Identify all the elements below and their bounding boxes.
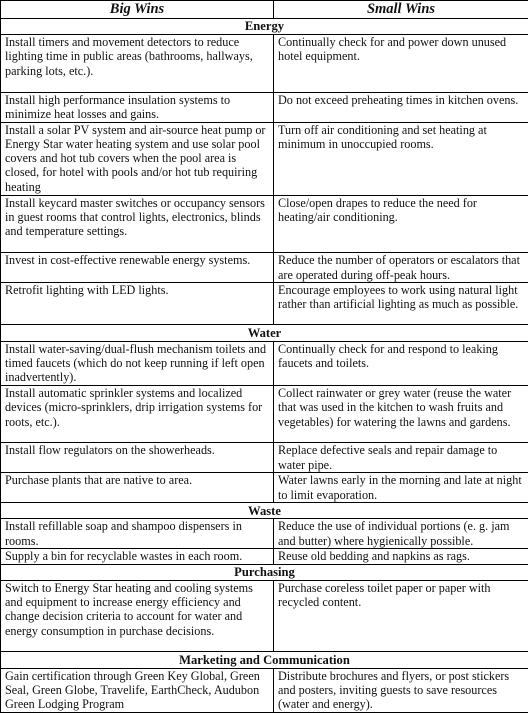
table-row bbox=[1, 519, 528, 549]
table-row bbox=[1, 122, 528, 195]
section-row bbox=[1, 652, 528, 668]
table-row bbox=[1, 668, 528, 712]
small-win-cell: Reduce the number of operators or escalators that are operated during off-peak hours. bbox=[274, 253, 528, 283]
section-row bbox=[1, 564, 528, 580]
section-title: Marketing and Communication bbox=[1, 652, 528, 668]
big-win-cell: Install refillable soap and shampoo dispensers in rooms. bbox=[1, 519, 274, 549]
section-row bbox=[1, 325, 528, 341]
small-win-cell: Encourage employees to work using natural light rather than artificial lighting as much as possible. bbox=[274, 283, 528, 325]
small-win-cell: Replace defective seals and repair damage to water pipe. bbox=[274, 443, 528, 473]
big-win-cell: Purchase plants that are native to area. bbox=[1, 473, 274, 503]
big-win-cell: Install automatic sprinkler systems and localized devices (micro-sprinklers, drip irrigation systems for roots, etc.). bbox=[1, 385, 274, 443]
small-win-cell: Reuse old bedding and napkins as rags. bbox=[274, 549, 528, 564]
table-row bbox=[1, 253, 528, 283]
big-win-cell: Install high performance insulation systems to minimize heat losses and gains. bbox=[1, 92, 274, 122]
big-win-cell: Install flow regulators on the showerheads. bbox=[1, 443, 274, 473]
table-row bbox=[1, 341, 528, 385]
section-row bbox=[1, 503, 528, 519]
big-win-cell: Invest in cost-effective renewable energy systems. bbox=[1, 253, 274, 283]
big-win-cell: Supply a bin for recyclable wastes in each room. bbox=[1, 549, 274, 564]
table-row bbox=[1, 283, 528, 325]
small-win-cell: Distribute brochures and flyers, or post stickers and posters, inviting guests to save resources (water and energy). bbox=[274, 668, 528, 712]
section-row bbox=[1, 19, 528, 35]
section-title: Energy bbox=[1, 19, 528, 35]
small-win-cell: Continually check for and power down unused hotel equipment. bbox=[274, 35, 528, 93]
big-win-cell: Retrofit lighting with LED lights. bbox=[1, 283, 274, 325]
small-win-cell: Close/open drapes to reduce the need for heating/air conditioning. bbox=[274, 195, 528, 253]
header-big-wins: Big Wins bbox=[1, 1, 274, 19]
table-row bbox=[1, 580, 528, 652]
small-win-cell: Water lawns early in the morning and late at night to limit evaporation. bbox=[274, 473, 528, 503]
table-row bbox=[1, 35, 528, 93]
big-win-cell: Switch to Energy Star heating and cooling systems and equipment to increase energy efficiency and change decision criteria to account for water and energy consumption in purchase decisions. bbox=[1, 580, 274, 652]
small-win-cell: Continually check for and respond to leaking faucets and toilets. bbox=[274, 341, 528, 385]
small-win-cell: Reduce the use of individual portions (e. g. jam and butter) where hygienically possible. bbox=[274, 519, 528, 549]
small-win-cell: Purchase coreless toilet paper or paper with recycled content. bbox=[274, 580, 528, 652]
small-win-cell: Collect rainwater or grey water (reuse the water that was used in the kitchen to wash fruits and vegetables) for watering the lawns and gardens. bbox=[274, 385, 528, 443]
section-title: Purchasing bbox=[1, 564, 528, 580]
table-row bbox=[1, 195, 528, 253]
big-win-cell: Install keycard master switches or occupancy sensors in guest rooms that control lights, electronics, blinds and temperature settings. bbox=[1, 195, 274, 253]
table-row bbox=[1, 549, 528, 564]
header-small-wins: Small Wins bbox=[274, 1, 528, 19]
big-win-cell: Install a solar PV system and air-source heat pump or Energy Star water heating system and use solar pool covers and hot tub covers when the pool area is closed, for hotel with pools and/or hot tub requiring heating bbox=[1, 122, 274, 195]
small-win-cell: Turn off air conditioning and set heating at minimum in unoccupied rooms. bbox=[274, 122, 528, 195]
section-title: Waste bbox=[1, 503, 528, 519]
big-win-cell: Install water-saving/dual-flush mechanism toilets and timed faucets (which do not keep running if left open inadvertently). bbox=[1, 341, 274, 385]
big-win-cell: Install timers and movement detectors to reduce lighting time in public areas (bathrooms, hallways, parking lots, etc.). bbox=[1, 35, 274, 93]
table-row bbox=[1, 473, 528, 503]
header-row bbox=[1, 1, 528, 19]
small-win-cell: Do not exceed preheating times in kitchen ovens. bbox=[274, 92, 528, 122]
big-win-cell: Gain certification through Green Key Global, Green Seal, Green Globe, Travelife, EarthCheck, Audubon Green Lodging Program bbox=[1, 668, 274, 712]
section-title: Water bbox=[1, 325, 528, 341]
table-row bbox=[1, 443, 528, 473]
table-row bbox=[1, 92, 528, 122]
table-row bbox=[1, 385, 528, 443]
